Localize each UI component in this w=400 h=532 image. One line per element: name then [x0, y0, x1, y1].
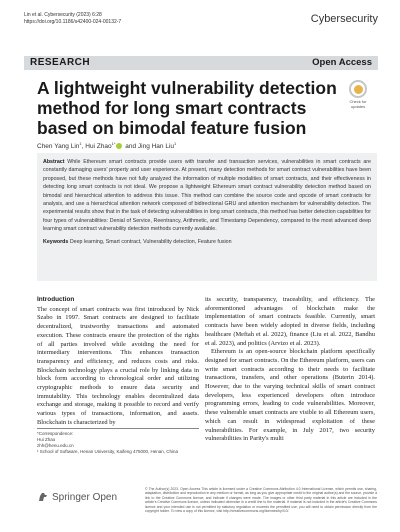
citation-line: Lin et al. Cybersecurity (2023) 6:28	[24, 12, 102, 18]
check-for-updates-badge[interactable]	[343, 80, 373, 109]
orcid-icon[interactable]	[116, 143, 122, 149]
intro-paragraph-2: Ethereum is an open-source blockchain platform specifically designed for smart contracts. On the Ethereum platform, users can write smart contracts according to their needs to facilitate transactions, transfers, and other operations (Buterin 2014). However, due to the varying technical skills of smart contract developers, less experienced developers often introduce programming errors, leading to code vulnerabilities. Moreover, these vulnerable smart contracts are visible to all Ethereum users, which can result in widespread exploitation of these vulnerabilities. For example, in July 2017, two security vulnerabilities in Parity's multi	[205, 348, 375, 443]
affiliation-marker: 1	[79, 141, 82, 146]
section-heading: Introduction	[37, 296, 75, 303]
right-column	[205, 296, 375, 444]
affiliation: ¹ School of Software, Henan University, Kaifeng 475000, Henan, China	[37, 449, 178, 454]
intro-paragraph-continued: its security, transparency, traceability, and efficiency. The aforementioned advantages of blockchain make the implementation of smart contracts feasible. Currently, smart contracts have been widely adopted in diverse fields, including healthcare (Meftah et al. 2022), finance (Liu et al. 2022, Bandhu et al. 2023), and politics (Arvizo et al. 2023).	[205, 296, 375, 347]
article-type-label: RESEARCH	[30, 57, 91, 68]
author-name[interactable]: , Hui Zhao	[81, 143, 112, 151]
open-access-label: Open Access	[312, 57, 372, 68]
article-title: A lightweight vulnerability detection method for long smart contracts based on bimodal feature fusion	[37, 78, 337, 138]
affiliation-marker: 1	[174, 141, 177, 146]
license-text: © The Author(s) 2023. Open Access This article is licensed under a Creative Commons Attribution 4.0 International License, which permits use, sharing, adaptation, distribution and reproduction in any medium or format, as long as you give appropriate credit to the original author(s) and the source, provide a link to the Creative Commons licence, and indicate if changes were made. The images or other third party material in this article are included in the article's Creative Commons licence, unless indicated otherwise in a credit line to the material. If material is not included in the article's Creative Commons licence and your intended use is not permitted by statutory regulation or exceeds the permitted use, you will need to obtain permission directly from the copyright holder. To view a copy of this licence, visit http://creativecommons.org/licenses/by/4.0/.	[145, 487, 377, 514]
author-name[interactable]: and Jing Han Liu	[123, 143, 175, 151]
journal-name: Cybersecurity	[310, 13, 378, 25]
keywords-line	[43, 238, 371, 246]
keywords-text: Deep learning, Smart contract, Vulnerability detection, Feature fusion	[69, 238, 232, 245]
check-updates-label: Check for updates	[349, 99, 367, 109]
publisher-logo[interactable]	[37, 491, 117, 503]
article-type-banner	[24, 56, 378, 70]
abstract-box	[37, 153, 377, 281]
author-email[interactable]: zhh@henu.edu.cn	[37, 443, 74, 448]
abstract-body	[43, 158, 371, 234]
publisher-name: Springer Open	[52, 491, 118, 503]
corresponding-author: Hui Zhao	[37, 437, 56, 442]
correspondence-footnote	[37, 428, 199, 455]
doi-link[interactable]: https://doi.org/10.1186/s42400-024-00132-7	[24, 19, 122, 25]
left-column	[37, 296, 199, 428]
intro-paragraph: The concept of smart contracts was first introduced by Nick Szabo in 1997. Smart contracts are designed to facilitate decentralized, trustworthy transactions and automated execution. These contracts ensure the protection of the rights of all parties involved while avoiding the need for intermediary interventions. This enhances transaction transparency and efficiency, and reduces costs and risks. Blockchain technology plays a crucial role by linking data in block form according to chronological order and utilizing cryptographic methods to ensure data security and immutability. This technology enables decentralized data exchange and storage, making it possible to record and verify various types of transactions, information, and assets. Blockchain is characterized by	[37, 305, 199, 426]
author-name[interactable]: Chen Yang Lin	[37, 143, 80, 151]
author-list	[37, 141, 176, 150]
abstract-text: While Ethereum smart contracts provide users with transfer and transaction services, vulnerabilities in smart contracts are constantly damaging users' property and user experience. At present, many detection methods for smart contract vulnerabilities have been proposed, but these methods have not fully analyzed the information of multiple modalities of smart contracts, and their effectiveness in detecting long smart contracts is not ideal. We propose a lightweight Ethereum smart contract vulnerability detection method based on bimodal and hierarchical attention to address this issue. This method can combine the source code and opcode of smart contracts for analysis, and use a hierarchical attention network composed of bidirectional GRU and attention mechanism for vulnerability detection. The experimental results show that in the task of detecting vulnerabilities in long smart contracts, this method has better detection capabilities for four types of vulnerabilities: Denial of Service, Reentrancy, Arithmetic, and Timestamp Dependency, compared to the most advanced deep learning smart contract vulnerability detection methods currently available.	[43, 159, 371, 233]
running-head	[24, 12, 121, 26]
keywords-label: Keywords	[43, 238, 69, 245]
abstract-label: Abstract	[43, 159, 65, 165]
correspondence-label: *Correspondence:	[37, 431, 74, 436]
check-updates-icon	[349, 80, 367, 98]
affiliation-marker: 1*	[111, 141, 116, 146]
springer-horse-icon	[37, 491, 49, 503]
